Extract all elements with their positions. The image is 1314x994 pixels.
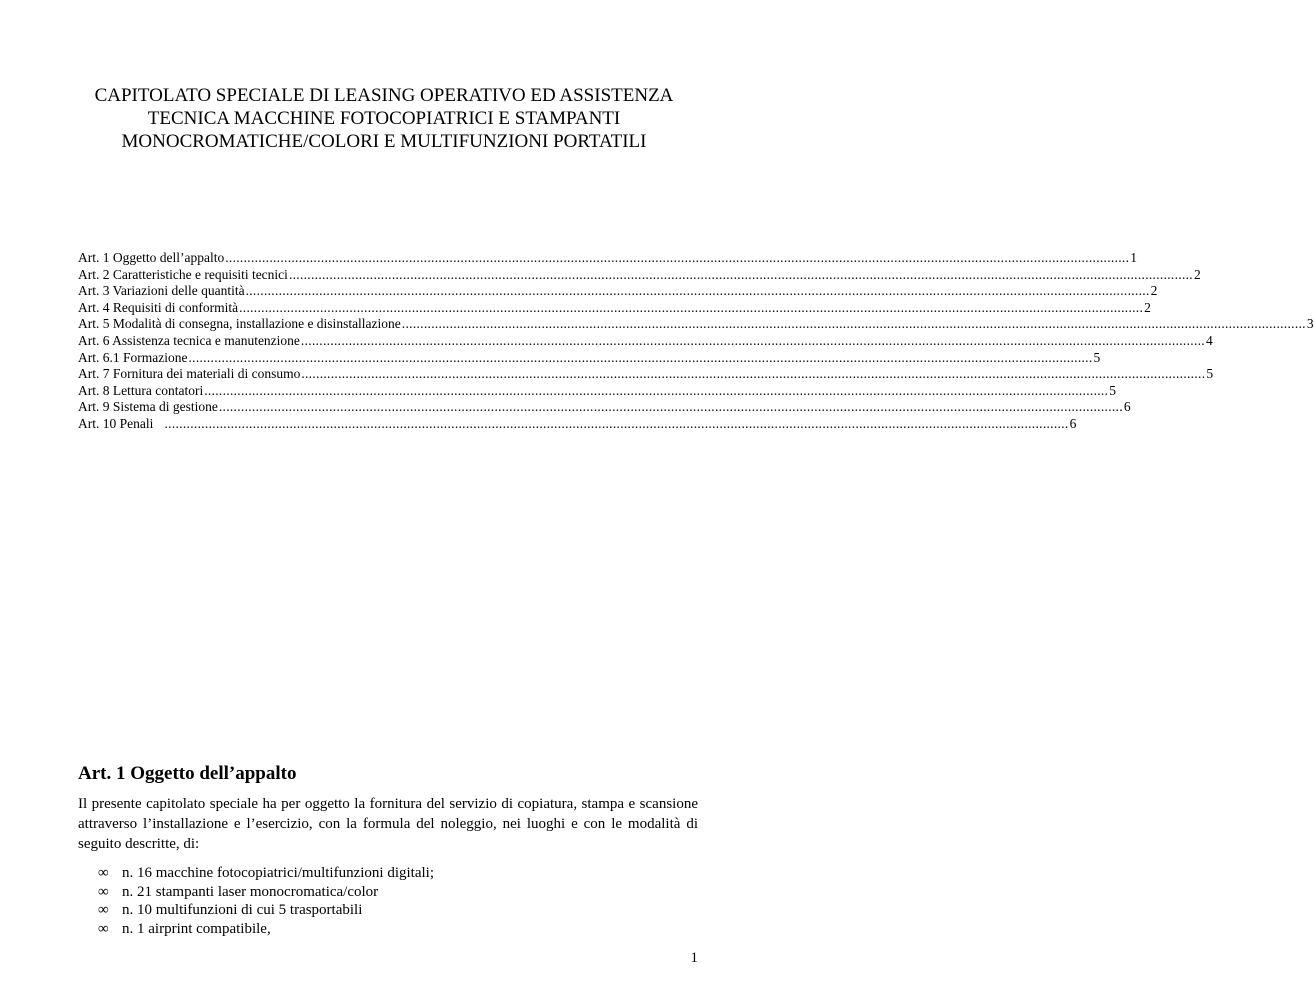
title-line: MONOCROMATICHE/COLORI E MULTIFUNZIONI PORTATILI [121,131,647,152]
toc-entry[interactable] [78,332,1213,350]
list-item [98,864,434,883]
infinity-bullet-icon: ∞ [98,902,109,918]
toc-entry-title: Art. 6.1 Formazione [78,349,188,365]
toc-entry-page: 3 [1306,316,1314,332]
toc-entry-page: 5 [1109,382,1117,398]
toc-dot-leader: ...................................................................................................................................................................................................................................................... [288,266,1193,282]
list-item [98,883,434,902]
title-line: CAPITOLATO SPECIALE DI LEASING OPERATIVO ED ASSISTENZA [94,85,674,106]
toc-dot-leader: ...................................................................................................................................................................................................................................................... [164,415,1069,431]
toc-entry-page: 2 [1144,299,1151,315]
toc-entry-title: Art. 8 Lettura contatori [78,382,204,398]
toc-entry-title: Art. 5 Modalità di consegna, installazione e disinstallazione [78,316,401,332]
toc-entry-title: Art. 2 Caratteristiche e requisiti tecnici [78,266,288,282]
toc-entry[interactable] [78,349,1101,367]
toc-dot-leader: ...................................................................................................................................................................................................................................................... [225,250,1130,265]
toc-entry-page: 1 [1130,250,1138,265]
bullet-list [98,864,434,938]
page-number: 1 [690,950,698,966]
toc-entry-title: Art. 3 Variazioni delle quantità [78,283,245,299]
toc-entry-page: 6 [1069,415,1077,431]
toc-entry-title: Art. 7 Fornitura dei materiali di consumo [78,366,301,382]
table-of-contents [78,250,1314,433]
document-title [70,84,698,153]
toc-entry[interactable] [78,415,1077,433]
toc-dot-leader: ...................................................................................................................................................................................................................................................... [300,332,1205,348]
toc-entry[interactable] [78,266,1201,284]
toc-entry[interactable] [78,316,1314,333]
toc-entry-page: 5 [1206,366,1214,382]
toc-entry[interactable] [78,299,1151,317]
toc-entry[interactable] [78,382,1117,400]
title-line: TECNICA MACCHINE FOTOCOPIATRICI E STAMPANTI [147,108,621,129]
toc-entry[interactable] [78,250,1138,267]
toc-entry-page: 6 [1123,399,1131,415]
toc-entry-title: Art. 4 Requisiti di conformità [78,299,239,315]
section-heading: Art. 1 Oggetto dell’appalto [78,763,297,784]
toc-dot-leader: ...................................................................................................................................................................................................................................................... [245,283,1150,299]
infinity-bullet-icon: ∞ [98,865,109,881]
toc-entry-page: 4 [1205,332,1213,348]
toc-entry-page: 5 [1093,349,1101,365]
toc-entry-page: 2 [1194,266,1201,282]
toc-entry[interactable] [78,399,1131,416]
toc-entry-title: Art. 1 Oggetto dell’appalto [78,250,225,265]
toc-dot-leader: ...................................................................................................................................................................................................................................................... [204,382,1109,398]
list-item-text: n. 21 stampanti laser monocromatica/color [122,883,379,900]
list-item [98,920,434,939]
toc-entry-title: Art. 6 Assistenza tecnica e manutenzione [78,332,300,348]
toc-dot-leader: ...................................................................................................................................................................................................................................................... [401,316,1306,332]
toc-dot-leader: ...................................................................................................................................................................................................................................................... [239,299,1144,315]
toc-entry[interactable] [78,283,1158,300]
toc-entry[interactable] [78,366,1214,383]
toc-entry-title: Art. 9 Sistema di gestione [78,399,218,415]
toc-entry-page: 2 [1150,283,1158,299]
toc-dot-leader: ...................................................................................................................................................................................................................................................... [218,399,1123,415]
toc-entry-title: Art. 10 Penali [78,415,164,431]
toc-dot-leader: ...................................................................................................................................................................................................................................................... [188,349,1093,365]
list-item-text: n. 10 multifunzioni di cui 5 trasportabili [122,902,363,918]
list-item [98,901,434,920]
toc-dot-leader: ...................................................................................................................................................................................................................................................... [301,366,1206,382]
infinity-bullet-icon: ∞ [98,883,109,900]
infinity-bullet-icon: ∞ [98,920,109,937]
list-item-text: n. 1 airprint compatibile, [122,920,271,937]
section-paragraph: Il presente capitolato speciale ha per oggetto la fornitura del servizio di copiatura, stampa e scansione attraverso l’installazione e l’esercizio, con la formula del noleggio, nei luoghi e con le modalità di seguito descritte, di: [78,796,698,852]
list-item-text: n. 16 macchine fotocopiatrici/multifunzioni digitali; [122,865,435,881]
